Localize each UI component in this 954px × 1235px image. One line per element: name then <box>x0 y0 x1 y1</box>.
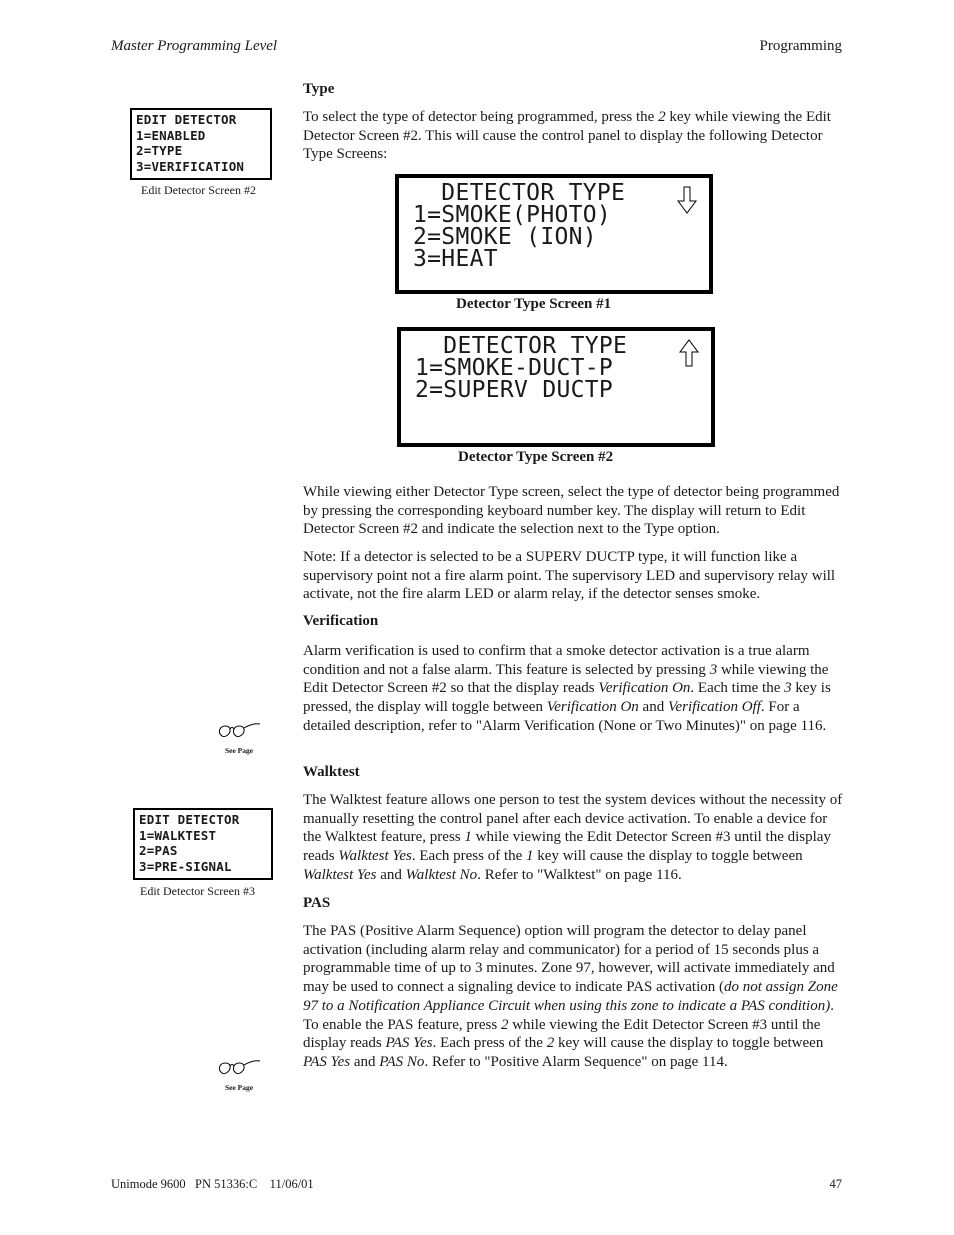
lcd-line: DETECTOR TYPE <box>413 180 626 206</box>
lcd-line: DETECTOR TYPE <box>415 333 628 359</box>
walktest-paragraph: The Walktest feature allows one person to test the system devices without the necessity of manually resetting the control panel after each device activation. To enable a device for the Walktest feature, press 1 while viewing the Edit Detector Screen #3 until the display reads Walktest Yes. Each press of the 1 key will cause the display to toggle between Walktest Yes and Walktest No. Refer to "Walktest" on page 116. <box>303 792 843 883</box>
detector-type-screen-2 <box>397 327 715 447</box>
lcd-line: 3=VERIFICATION <box>136 158 245 174</box>
lcd-line: 2=TYPE <box>136 143 183 158</box>
pas-heading: PAS <box>303 895 331 911</box>
running-header-section: Programming <box>759 38 842 54</box>
edit-screen-3-caption: Edit Detector Screen #3 <box>140 884 255 898</box>
see-page-label: See Page <box>224 1083 254 1092</box>
lcd-line: 1=SMOKE-DUCT-P <box>415 355 614 381</box>
type-heading: Type <box>303 81 335 97</box>
see-page-reference <box>217 721 261 755</box>
eyeglasses-icon <box>217 721 261 743</box>
lcd-line: 1=WALKTEST <box>139 827 217 843</box>
footer-document-info: Unimode 9600 PN 51336:C 11/06/01 <box>111 1177 314 1191</box>
lcd-line: 3=HEAT <box>413 246 498 272</box>
type-paragraph-1: To select the type of detector being programmed, press the 2 key while viewing the Edit Detector Screen #2. This will cause the control panel to display the following Detector Type Screens: <box>303 109 831 163</box>
edit-detector-screen-2 <box>130 108 272 180</box>
type-paragraph-2: While viewing either Detector Type screen, select the type of detector being programmed by pressing the corresponding keyboard number key. The display will return to Edit Detector Screen #2 and indicate the selection next to the Type option. <box>303 484 840 538</box>
detector-type-screen-2-caption: Detector Type Screen #2 <box>458 449 614 465</box>
verification-paragraph: Alarm verification is used to confirm that a smoke detector activation is a true alarm condition and not a false alarm. This feature is selected by pressing 3 while viewing the Edit Detector Screen #2 so that the display reads Verification On. Each time the 3 key is pressed, the display will toggle between Verification On and Verification Off. For a detailed description, refer to "Alarm Verification (None or Two Minutes)" on page 116. <box>303 643 831 734</box>
detector-type-screen-1 <box>395 174 713 294</box>
edit-screen-2-caption: Edit Detector Screen #2 <box>141 183 256 197</box>
lcd-line: 2=PAS <box>139 843 178 858</box>
see-page-reference <box>217 1058 261 1092</box>
detector-type-screen-1-caption: Detector Type Screen #1 <box>456 296 612 312</box>
page-number: 47 <box>829 1177 842 1191</box>
lcd-line: 1=ENABLED <box>136 127 206 143</box>
lcd-line: 1=SMOKE(PHOTO) <box>413 202 612 228</box>
scroll-down-arrow-icon <box>677 186 697 214</box>
pas-paragraph: The PAS (Positive Alarm Sequence) option will program the detector to delay panel activation (including alarm relay and communicator) for a period of 15 seconds plus a programmable time of up to 3 minutes. Zone 97, however, will activate immediately and may be used to connect a signaling device to indicate PAS activation (do not assign Zone 97 to a Notification Appliance Circuit when using this zone to indicate a PAS condition). To enable the PAS feature, press 2 while viewing the Edit Detector Screen #3 until the display reads PAS Yes. Each press of the 2 key will cause the display to toggle between PAS Yes and PAS No. Refer to "Positive Alarm Sequence" on page 114. <box>303 923 838 1070</box>
walktest-heading: Walktest <box>303 764 360 780</box>
see-page-label: See Page <box>224 746 254 755</box>
lcd-line: EDIT DETECTOR <box>136 112 237 127</box>
lcd-line: 2=SUPERV DUCTP <box>415 377 614 403</box>
edit-detector-screen-3 <box>133 808 273 880</box>
verification-heading: Verification <box>303 613 379 629</box>
eyeglasses-icon <box>217 1058 261 1080</box>
lcd-line: 2=SMOKE (ION) <box>413 224 597 250</box>
running-header-title: Master Programming Level <box>111 38 278 54</box>
lcd-line: EDIT DETECTOR <box>139 812 240 827</box>
lcd-line: 3=PRE-SIGNAL <box>139 858 232 874</box>
scroll-up-arrow-icon <box>679 339 699 367</box>
type-note-paragraph: Note: If a detector is selected to be a SUPERV DUCTP type, it will function like a supervisory point not a fire alarm point. The supervisory LED and supervisory relay will activate, not the fire alarm LED or alarm relay, if the detector senses smoke. <box>303 549 836 603</box>
